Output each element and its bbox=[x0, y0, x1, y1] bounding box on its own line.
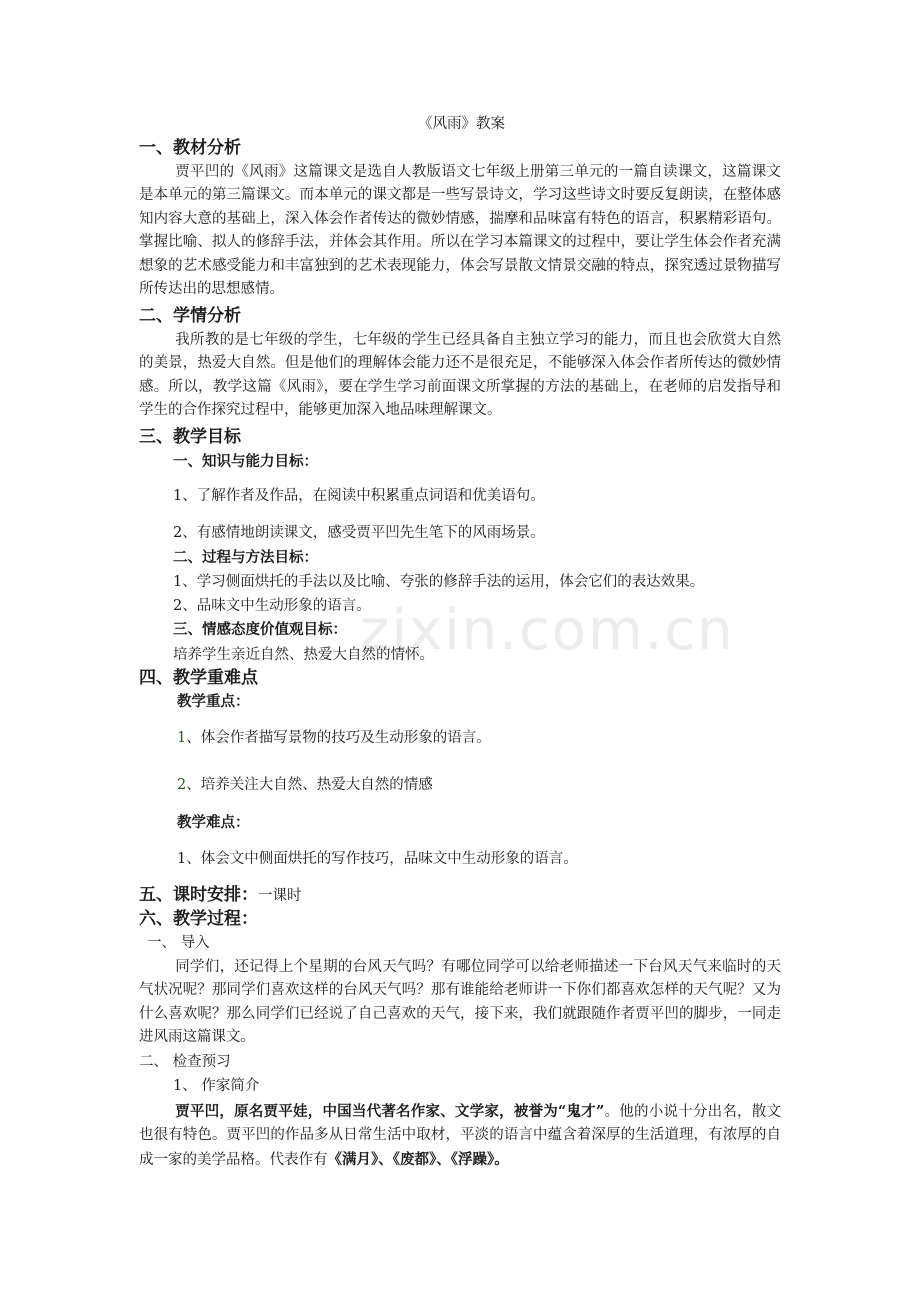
process-step-preview: 二、 检查预习 bbox=[139, 1054, 231, 1070]
paragraph-author-intro bbox=[139, 1100, 781, 1172]
difficult-point-item: 1、体会文中侧面烘托的写作技巧，品味文中生动形象的语言。 bbox=[177, 851, 578, 867]
document-title: 《风雨》教案 bbox=[418, 116, 505, 132]
subheading-emotion-values: 三、情感态度价值观目标： bbox=[173, 621, 347, 638]
goal-item: 1、了解作者及作品，在阅读中积累重点词语和优美语句。 bbox=[173, 488, 545, 504]
process-substep-author: 1、 作家简介 bbox=[173, 1078, 260, 1094]
class-hours-line bbox=[139, 885, 302, 906]
key-points-label: 教学重点： bbox=[177, 693, 250, 710]
goal-item: 2、品味文中生动形象的语言。 bbox=[173, 598, 371, 614]
paragraph-text: 贾平凹的《风雨》这篇课文是选自人教版语文七年级上册第三单元的一篇自读课文，这篇课文是本单元的第三篇课文。而本单元的课文都是一些写景诗文，学习这些诗文时要反复朗读，在整体感知内容大意的基础上，深入体会作者传达的微妙情感，揣摩和品味富有特色的语言，积累精彩语句。掌握比喻、拟人的修辞手法，并体会其作用。所以在学习本篇课文的过程中，要让学生体会作者充满想象的艺术感受能力和丰富独到的艺术表现能力，体会写景散文情景交融的特点，探究透过景物描写所传达出的思想感情。 bbox=[139, 164, 781, 298]
goal-item: 2、有感情地朗读课文，感受贾平凹先生笔下的风雨场景。 bbox=[173, 525, 545, 541]
watermark: zixin.com.cn bbox=[360, 598, 735, 663]
key-point-number: 1 bbox=[177, 730, 187, 746]
class-hours-value: 一课时 bbox=[258, 888, 302, 904]
author-intro-bold: 贾平凹，原名贾平娃，中国当代著名作家、文学家，被誉为“鬼才” bbox=[175, 1103, 605, 1120]
paragraph-student-analysis bbox=[139, 329, 781, 423]
key-point-number: 2 bbox=[177, 777, 187, 793]
section-heading-teaching-process: 六、教学过程： bbox=[139, 909, 258, 929]
subheading-knowledge-ability: 一、知识与能力目标： bbox=[173, 453, 318, 470]
section-heading-key-difficult-points: 四、教学重难点 bbox=[139, 668, 258, 688]
author-intro-text: 。他的小说十分出名，散文也很有特色。贾平凹的作品多从日常生活中取材，平淡的语言中蕴含着深厚的生活道理，有浓厚的自成一家的美学品格。代表作有 bbox=[139, 1104, 782, 1168]
paragraph-text: 同学们，还记得上个星期的台风天气吗？有哪位同学可以给老师描述一下台风天气来临时的天气状况呢？那同学们喜欢这样的台风天气吗？那有谁能给老师讲一下你们都喜欢怎样的天气呢？又为什么喜欢呢？那么同学们已经说了自己喜欢的天气，接下来，我们就跟随作者贾平凹的脚步，一同走进风雨这篇课文。 bbox=[139, 959, 781, 1046]
key-point-item bbox=[177, 775, 433, 795]
section-heading-student-analysis: 二、学情分析 bbox=[139, 306, 241, 326]
section-heading-class-hours: 五、课时安排： bbox=[139, 885, 258, 905]
section-heading-textbook-analysis: 一、教材分析 bbox=[139, 138, 241, 158]
goal-item: 1、学习侧面烘托的手法以及比喻、夸张的修辞手法的运用，体会它们的表达效果。 bbox=[173, 574, 705, 590]
paragraph-text: 我所教的是七年级的学生，七年级的学生已经具备自主独立学习的能力，而且也会欣赏大自然的美景，热爱大自然。但是他们的理解体会能力还不是很充足，不能够深入体会作者所传达的微妙情感。所以，教学这篇《风雨》，要在学生学习前面课文所掌握的方法的基础上，在老师的启发指导和学生的合作探究过程中，能够更加深入地品味理解课文。 bbox=[139, 332, 781, 419]
paragraph-intro bbox=[139, 956, 781, 1050]
key-point-text: 、培养关注大自然、热爱大自然的情感 bbox=[186, 777, 433, 793]
key-point-text: 、体会作者描写景物的技巧及生动形象的语言。 bbox=[186, 730, 491, 746]
difficult-points-label: 教学难点： bbox=[177, 814, 250, 831]
key-point-item bbox=[177, 728, 491, 748]
process-step-intro: 一、 导入 bbox=[147, 935, 210, 951]
paragraph-textbook-analysis bbox=[139, 161, 781, 301]
subheading-process-method: 二、过程与方法目标： bbox=[173, 549, 318, 566]
author-works: 《满月》、《废都》、《浮躁》。 bbox=[327, 1150, 509, 1168]
goal-item: 培养学生亲近自然、热爱大自然的情怀。 bbox=[173, 647, 434, 663]
section-heading-teaching-goals: 三、教学目标 bbox=[139, 427, 241, 447]
